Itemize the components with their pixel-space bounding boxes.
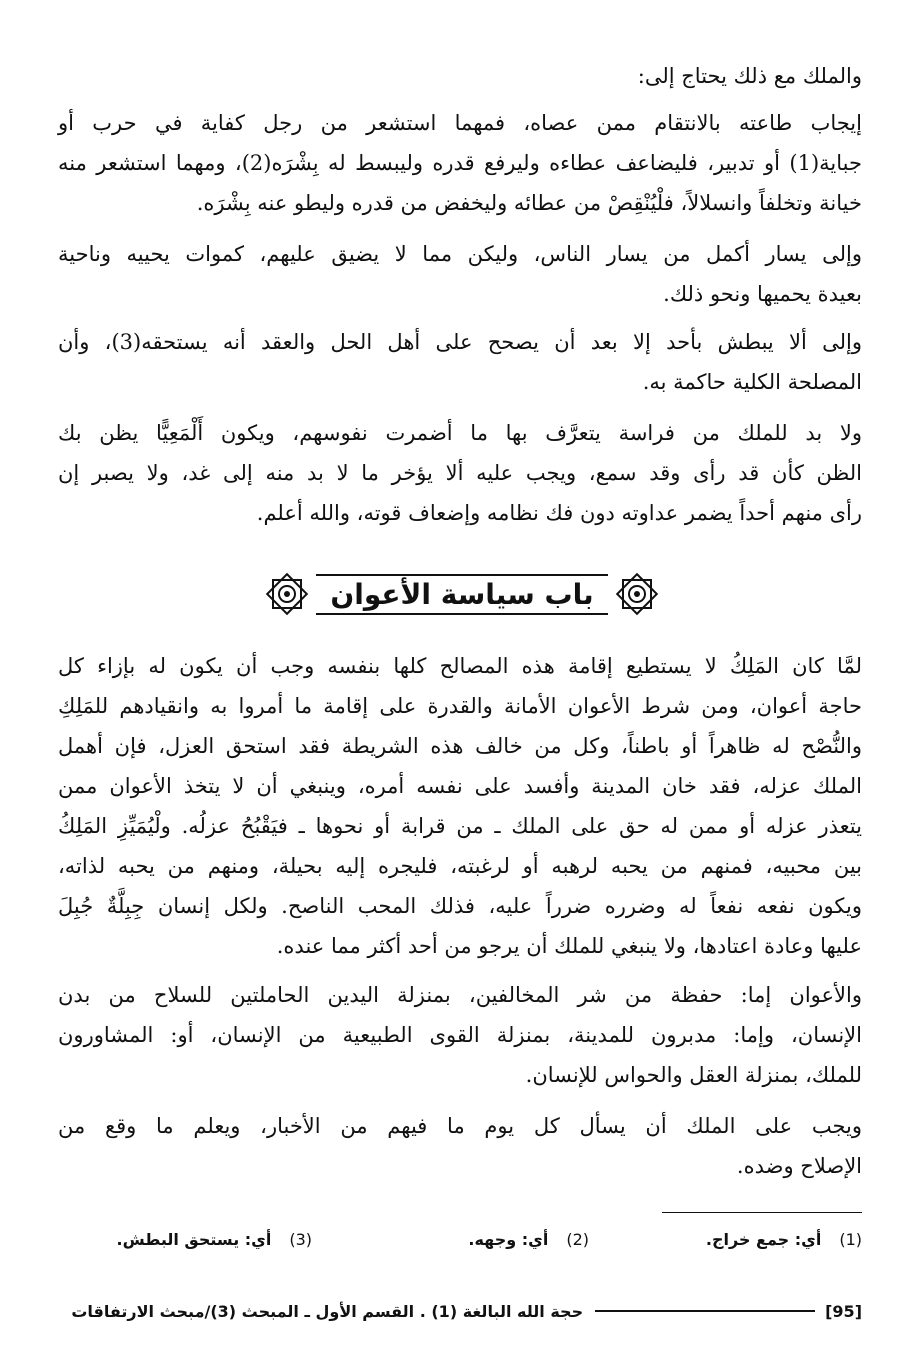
text-line: والنُّصْح له ظاهراً أو باطناً، وكل من خالف هذه الشريطة فقد استحق العزل، فإن أهمل bbox=[58, 734, 862, 758]
footnotes bbox=[58, 1230, 862, 1260]
footnote-text: أي: وجهه. bbox=[468, 1230, 549, 1249]
paragraph-assistants bbox=[58, 646, 862, 966]
text-line: بعيدة يحميها ونحو ذلك. bbox=[663, 282, 862, 306]
text-line: الظن كأن قد رأى وقد سمع، ويجب عليه ألا يؤخر ما لا بد منه إلى غد، ولا يصبر إن bbox=[58, 461, 862, 485]
paragraph-daily-inquiry bbox=[58, 1106, 862, 1186]
section-heading bbox=[0, 562, 924, 626]
paragraph-justice bbox=[58, 322, 862, 402]
section-title: باب سياسة الأعوان bbox=[316, 574, 607, 615]
text-line: ولا بد للملك من فراسة يتعرَّف بها ما أضمرت نفوسهم، ويكون أَلْمَعِيًّا يظن بك bbox=[58, 421, 862, 445]
text-line: وإلى يسار أكمل من يسار الناس، وليكن مما لا يضيق عليهم، كموات يحييه وناحية bbox=[58, 242, 862, 266]
footnote-number: (2) bbox=[566, 1230, 589, 1249]
text-line: حاجة أعوان، ومن شرط الأعوان الأمانة والقدرة على إقامة ما أمروا به وانقيادهم للمَلِكِ bbox=[58, 694, 862, 718]
page-footer bbox=[58, 1296, 862, 1326]
text-line: ويكون نفعه نفعاً له وضرره ضرراً عليه، فذلك المحب الناصح. ولكل إنسان جِبِلَّةٌ جُبِلَ bbox=[58, 894, 862, 918]
paragraph-wealth bbox=[58, 234, 862, 314]
eight-point-star-ornament-icon bbox=[614, 571, 660, 617]
text-line: بين محبيه، فمنهم من يحبه لرهبه أو لرغبته، فليجره إليه بحيلة، ومنهم من يحبه لذاته، bbox=[58, 854, 862, 878]
footnote-item bbox=[468, 1230, 589, 1249]
text-line: يتعذر عزله أو ممن له حق على الملك ـ من قرابة أو نحوها ـ فيَقْبُحُ عزلُه. ولْيُمَيِّزِ المَلِكُ bbox=[58, 814, 862, 838]
footnote-item bbox=[706, 1230, 862, 1249]
text-line: جباية(1) أو تدبير، فليضاعف عطاءه وليرفع قدره وليبسط له بِشْرَه(2)، ومهما استشعر منه bbox=[58, 151, 862, 175]
paragraph-obedience bbox=[58, 103, 862, 223]
text-line: والملك مع ذلك يحتاج إلى: bbox=[637, 64, 862, 88]
footnote-number: (1) bbox=[839, 1230, 862, 1249]
page-number: [95] bbox=[825, 1301, 862, 1321]
text-line: والأعوان إما: حفظة من شر المخالفين، بمنزلة اليدين الحاملتين للسلاح من بدن bbox=[58, 983, 862, 1007]
paragraph-assistant-types bbox=[58, 975, 862, 1095]
footnote-divider bbox=[662, 1212, 862, 1213]
footnote-number: (3) bbox=[289, 1230, 312, 1249]
paragraph-insight bbox=[58, 413, 862, 533]
footer-rule bbox=[595, 1310, 815, 1312]
text-line: ويجب على الملك أن يسأل كل يوم ما فيهم من الأخبار، ويعلم ما وقع من bbox=[58, 1114, 862, 1138]
text-line: رأى منهم أحداً يضمر عداوته دون فك نظامه وإضعاف قوته، والله أعلم. bbox=[256, 501, 862, 525]
text-line: خيانة وتخلفاً وانسلالاً، فلْيُنْقِصْ من عطائه وليخفض من قدره وليطو عنه بِشْرَه. bbox=[196, 191, 862, 215]
paragraph-intro bbox=[58, 56, 862, 96]
eight-point-star-ornament-icon bbox=[264, 571, 310, 617]
footnote-item bbox=[117, 1230, 312, 1249]
book-info: حجة الله البالغة (1) . القسم الأول ـ المبحث (3)/مبحث الارتفاقات bbox=[71, 1301, 584, 1321]
text-line: المصلحة الكلية حاكمة به. bbox=[642, 370, 862, 394]
text-line: وإلى ألا يبطش بأحد إلا بعد أن يصحح على أهل الحل والعقد أنه يستحقه(3)، وأن bbox=[58, 330, 862, 354]
text-line: عليها وعادة اعتادها، ولا ينبغي للملك أن يرجو من أحد أكثر مما عنده. bbox=[276, 934, 862, 958]
text-line: للملك، بمنزلة العقل والحواس للإنسان. bbox=[525, 1063, 862, 1087]
text-line: إيجاب طاعته بالانتقام ممن عصاه، فمهما استشعر من رجل كفاية في حرب أو bbox=[58, 111, 862, 135]
text-line: الإنسان، وإما: مدبرون للمدينة، بمنزلة القوى الطبيعية من الإنسان، أو: المشاورون bbox=[58, 1023, 862, 1047]
text-line: لمَّا كان المَلِكُ لا يستطيع إقامة هذه المصالح كلها بنفسه وجب أن يكون له بإزاء كل bbox=[58, 654, 862, 678]
text-line: الإصلاح وضده. bbox=[736, 1154, 862, 1178]
footnote-text: أي: جمع خراج. bbox=[705, 1230, 822, 1249]
text-line: الملك عزله، فقد خان المدينة وأفسد على نفسه أمره، وينبغي أن لا يتخذ الأعوان ممن bbox=[58, 774, 862, 798]
footnote-text: أي: يستحق البطش. bbox=[116, 1230, 272, 1249]
